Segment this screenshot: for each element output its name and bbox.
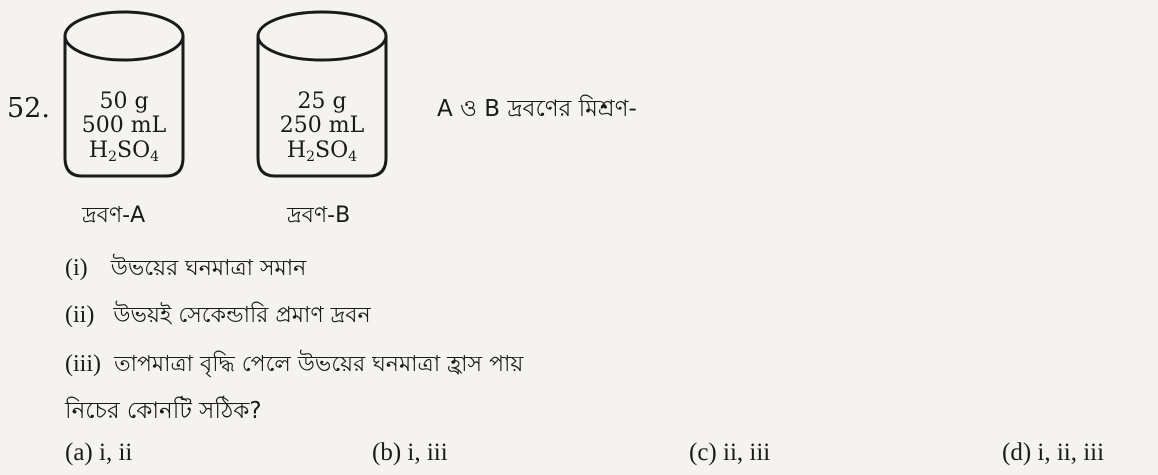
beaker-b — [253, 8, 391, 183]
option-d[interactable]: (d) i, ii, iii — [1002, 439, 1105, 466]
statement-3 — [65, 347, 523, 384]
statement-2 — [65, 298, 371, 335]
beaker-b-formula: $H_2SO_4$ — [286, 138, 358, 165]
statement-1-text: উভয়ের ঘনমাত্রা সমান — [110, 256, 307, 281]
beaker-b-mass: 25 g — [297, 89, 347, 114]
statement-2-index: (ii) — [65, 302, 95, 328]
beaker-b-label: দ্রবণ-B — [287, 203, 351, 228]
statement-1 — [65, 251, 306, 288]
option-b[interactable]: (b) i, iii — [372, 439, 448, 466]
option-c[interactable]: (c) ii, iii — [689, 439, 771, 466]
beaker-a-volume: 500 mL — [81, 113, 167, 138]
beaker-a — [60, 8, 188, 183]
beaker-a-mass: 50 g — [99, 89, 149, 114]
statement-3-index: (iii) — [65, 351, 101, 377]
question-number: 52. — [7, 93, 50, 124]
beaker-a-formula: $H_2SO_4$ — [88, 138, 160, 165]
beaker-a-label: দ্রবণ-A — [82, 203, 146, 228]
statement-1-index: (i) — [65, 255, 88, 281]
question-prompt: A ও B দ্রবণের মিশ্রণ- — [437, 96, 637, 122]
option-a[interactable]: (a) i, ii — [65, 439, 133, 466]
question-ask: নিচের কোনটি সঠিক? — [65, 398, 262, 424]
statement-3-text: তাপমাত্রা বৃদ্ধি পেলে উভয়ের ঘনমাত্রা হ্রাস পায় — [114, 352, 524, 377]
beaker-b-volume: 250 mL — [279, 113, 365, 138]
statement-2-text: উভয়ই সেকেন্ডারি প্রমাণ দ্রবন — [113, 303, 371, 328]
